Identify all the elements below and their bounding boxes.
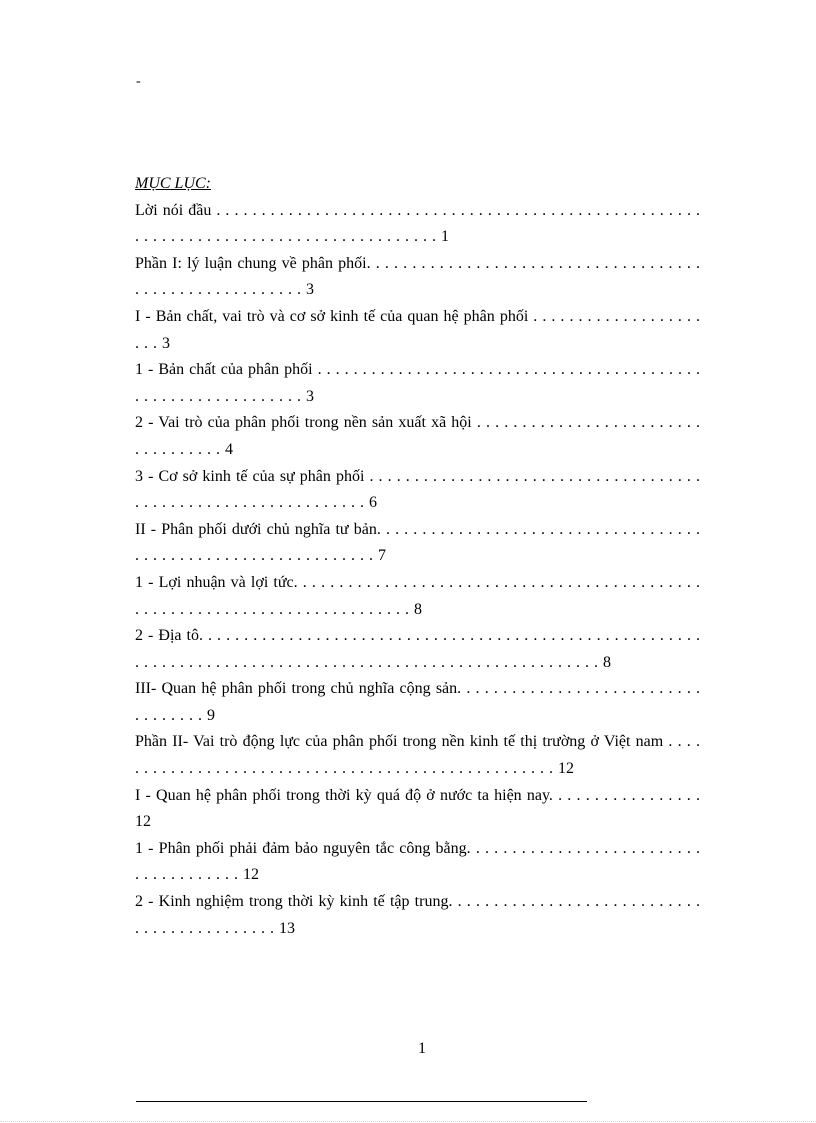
toc-entry-part-2-section-1-1: 1 - Phân phối phải đảm bảo nguyên tắc công bằng. . . . . . . . . . . . . . . . . . . . . . . . . . . . . . . . . . . . . . 12 [135,839,700,884]
page-bottom-edge [0,1121,816,1122]
toc-entry-part-1-section-1-3: 3 - Cơ sở kinh tế của sự phân phối . . . . . . . . . . . . . . . . . . . . . . . . . . . . . . . . . . . . . . . . . . . . . . . . . . . . . . . . . . . . . . . 6 [135,467,700,512]
table-of-contents [135,171,700,942]
footer-divider [136,1101,587,1102]
toc-entry-foreword: Lời nói đầu . . . . . . . . . . . . . . . . . . . . . . . . . . . . . . . . . . . . . . . . . . . . . . . . . . . . . . . . . . . . . . . . . . . . . . . . . . . . . . . . . . . . . . . . 1 [135,201,700,246]
toc-entry-part-2-section-1: I - Quan hệ phân phối trong thời kỳ quá độ ở nước ta hiện nay. . . . . . . . . . . . . . . . . 12 [135,786,700,831]
toc-entry-part-1-section-2-1: 1 - Lợi nhuận và lợi tức. . . . . . . . . . . . . . . . . . . . . . . . . . . . . . . . . . . . . . . . . . . . . . . . . . . . . . . . . . . . . . . . . . . . . . . . . . . . 8 [135,573,700,618]
toc-title: MỤC LỤC: [135,175,212,192]
toc-entry-part-1-section-1: I - Bản chất, vai trò và cơ sở kinh tế của quan hệ phân phối . . . . . . . . . . . . . . . . . . . . . . 3 [135,307,700,352]
toc-entry-part-1-section-1-2: 2 - Vai trò của phân phối trong nền sản xuất xã hội . . . . . . . . . . . . . . . . . . . . . . . . . . . . . . . . . . . 4 [135,414,700,458]
page-number: 1 [418,1040,426,1057]
toc-entry-part-1-section-3: III- Quan hệ phân phối trong chủ nghĩa cộng sản. . . . . . . . . . . . . . . . . . . . . . . . . . . . . . . . . . . 9 [135,680,700,724]
toc-entry-part-1-section-1-1: 1 - Bản chất của phân phối . . . . . . . . . . . . . . . . . . . . . . . . . . . . . . . . . . . . . . . . . . . . . . . . . . . . . . . . . . . . . . 3 [135,361,700,405]
toc-entry-part-1-section-2-2: 2 - Địa tô. . . . . . . . . . . . . . . . . . . . . . . . . . . . . . . . . . . . . . . . . . . . . . . . . . . . . . . . . . . . . . . . . . . . . . . . . . . . . . . . . . . . . . . . . . . . . . . . . . . . . . . . . . . . 8 [135,627,700,671]
header-mark: - [136,74,141,89]
toc-entry-part-2: Phần II- Vai trò động lực của phân phối trong nền kinh tế thị trường ở Việt nam . . . . . . . . . . . . . . . . . . . . . . . . . . . . . . . . . . . . . . . . . . . . . . . . . . . 12 [135,733,700,778]
toc-entry-part-2-section-1-2: 2 - Kinh nghiệm trong thời kỳ kinh tế tập trung. . . . . . . . . . . . . . . . . . . . . . . . . . . . . . . . . . . . . . . . . . . . 13 [135,893,700,937]
toc-entry-part-1-section-2: II - Phân phối dưới chủ nghĩa tư bản. . . . . . . . . . . . . . . . . . . . . . . . . . . . . . . . . . . . . . . . . . . . . . . . . . . . . . . . . . . . . . . 7 [135,520,700,565]
toc-entry-part-1: Phần I: lý luận chung về phân phối. . . . . . . . . . . . . . . . . . . . . . . . . . . . . . . . . . . . . . . . . . . . . . . . . . . . . . . . 3 [135,254,700,299]
